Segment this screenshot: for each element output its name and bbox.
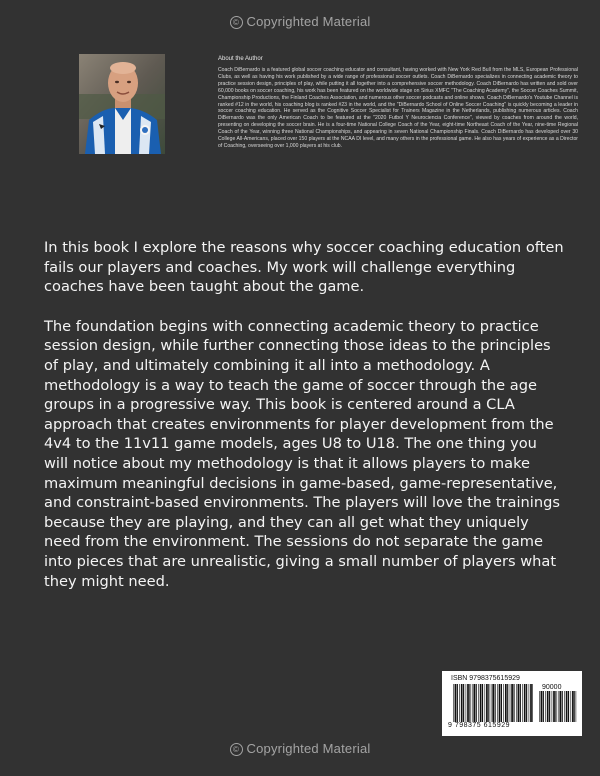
copyright-watermark-top [0, 14, 600, 29]
copyright-watermark-bottom [0, 741, 600, 756]
isbn-label: ISBN 9798375615929 [451, 675, 520, 682]
description-paragraph-2: The foundation begins with connecting academic theory to practice session design, while further connecting those ideas to the principles of play, and ultimately combining it all into a methodology. A methodology is a way to teach the game of soccer through the age groups in a progressive way. This book is centered around a CLA approach that creates environments for player development from the 4v4 to the 11v11 game models, ages U8 to U18. The one thing you will notice about my methodology is that it allows players to make maximum meaningful decisions in game-based, game-representative, and constraint-based environments. The players will love the trainings because they are playing, and they can all get what they uniquely need from the environment. The sessions do not separate the game into pieces that are unrealistic, giving a small number of players what they might need. [44, 317, 560, 590]
isbn-barcode [442, 671, 582, 736]
price-code: 90000 [542, 684, 562, 691]
copyright-icon: © [230, 16, 243, 29]
author-bio: Coach DiBernardo is a featured global soccer coaching educator and consultant, having worked with New York Red Bull from the MLS, European Professional Clubs, as well as having his work published by a wide range of professional soccer outlets. Coach DiBernardo specializes in connecting academic theory to practice session design, principles of play, while putting it all together into a comprehensive soccer methodology. Coach DiBernardo has written and sold over 60,000 books on soccer coaching, his work has been featured on the worldwide stage on Sirius XMFC "The Coaching Academy", the Soccer Coaches Summit, Championship Productions, the Finland Coaches Association, and numerous other soccer podcasts and online shows. Coach DiBernardo's Youtube Channel is ranked #12 in the world, his coaching blog is ranked #23 in the world, and the "DiBernardo School of Online Soccer Coaching" is quickly becoming a leader in soccer coaching education. He served as the Cognitive Soccer Specialist for Trainers Magazine in the Netherlands, publishing numerous articles. Coach DiBernardo was the only American Coach to be featured at the "2020 Futbol Y Neurociencia Conference", viewed by coaches from around the world, presenting on developing the soccer brain. He is a four-time National College Coach of the Year, eight-time Northeast Coach of the Year, nine-time Regional Coach of the Year, winning three National Championships, and appearing in seven National Championship Finals. Coach DiBernardo has developed over 30 College All-Americans, placed over 150 players at the NCAA DI level, and many others in the professional game. He also has years of experience as a Director of Coaching, overseeing over 1,000 players at his club. [218, 67, 578, 149]
author-portrait-icon [79, 54, 165, 154]
description-paragraph-1: In this book I explore the reasons why soccer coaching education often fails our players and coaches. My work will challenge everything coaches have been taught about the game. [44, 239, 564, 296]
author-section [218, 55, 578, 150]
barcode-bars-icon [453, 684, 533, 722]
isbn-digits: 9 798375 615929 [448, 722, 510, 729]
watermark-text: Copyrighted Material [246, 14, 371, 29]
book-description [44, 238, 564, 611]
copyright-icon: © [230, 743, 243, 756]
author-heading: About the Author [218, 56, 263, 62]
watermark-text: Copyrighted Material [246, 741, 371, 756]
author-photo [79, 54, 165, 154]
price-barcode-bars-icon [539, 691, 577, 722]
